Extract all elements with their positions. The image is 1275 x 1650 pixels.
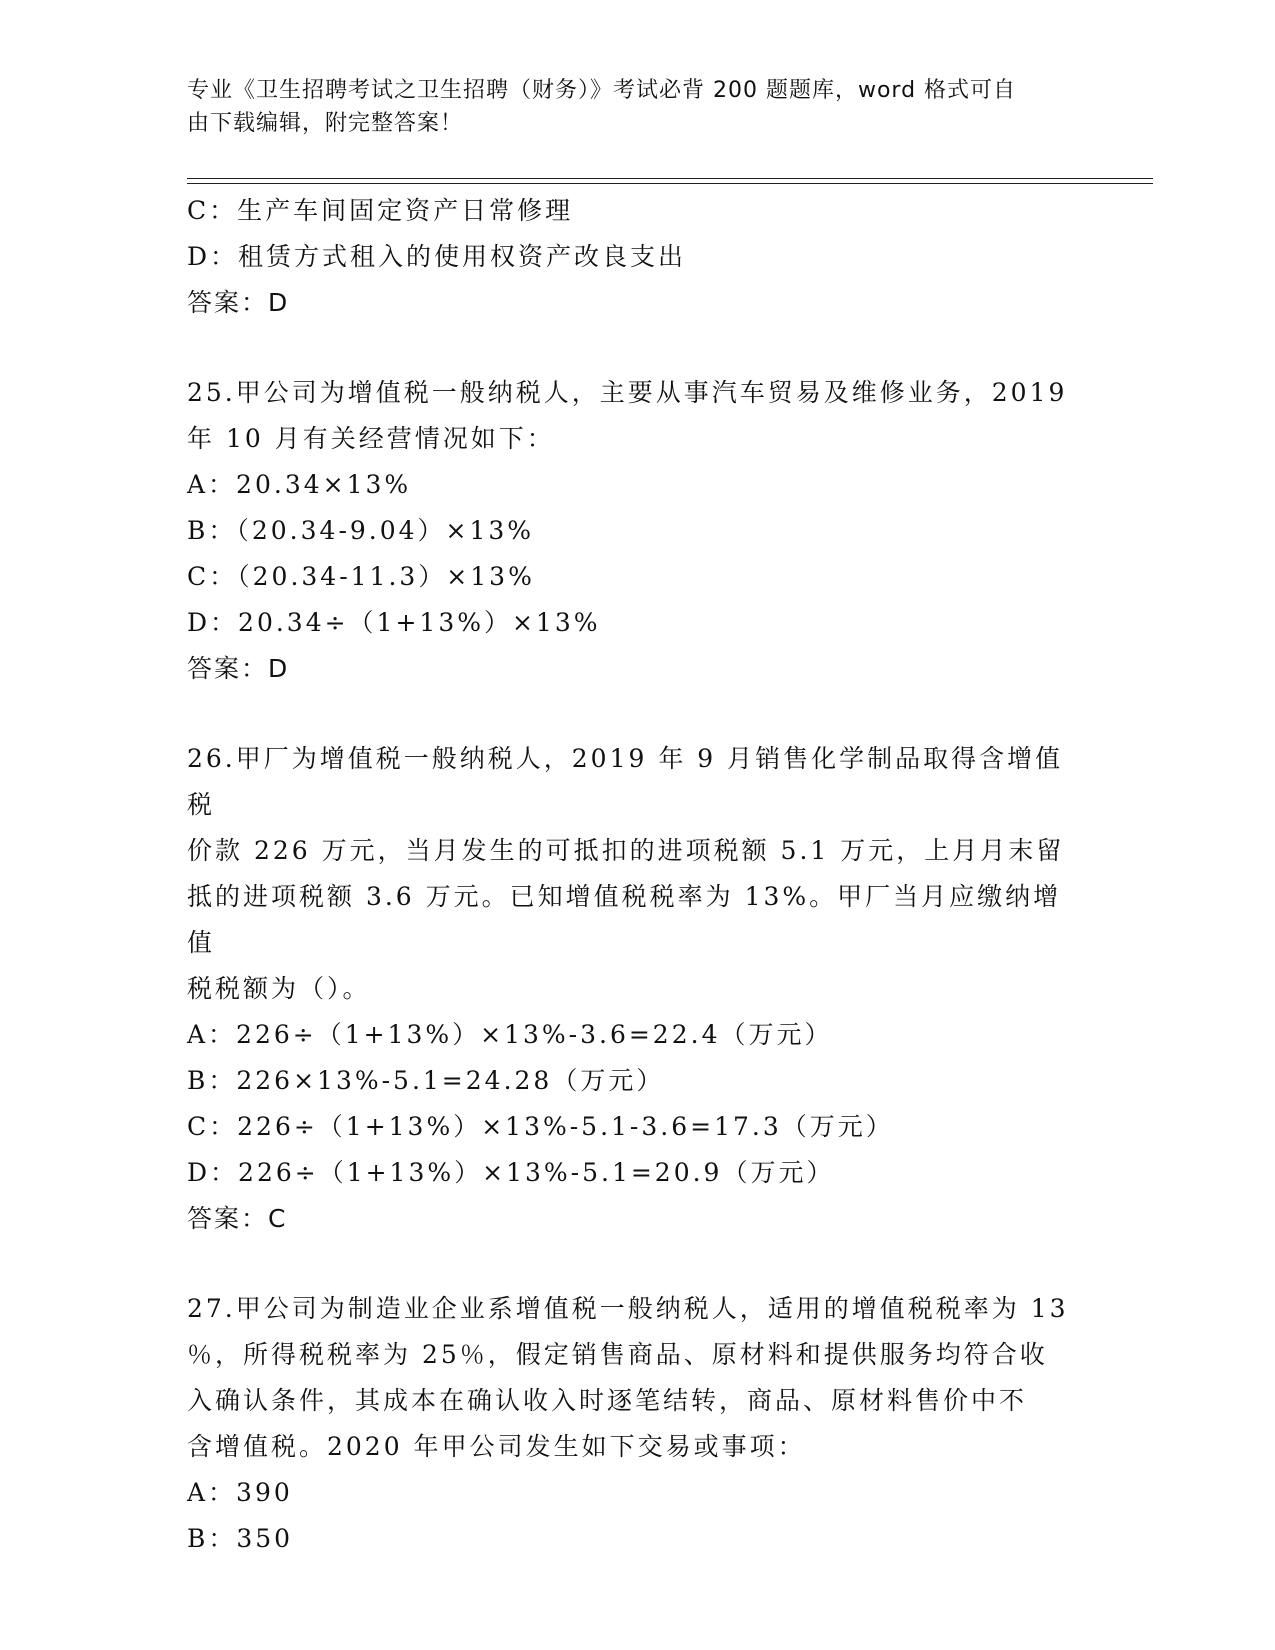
header-line-2: 由下载编辑，附完整答案！ xyxy=(187,111,464,136)
option-b: B：350 xyxy=(187,1524,294,1553)
header-rule-top xyxy=(187,178,1153,179)
option-c: C：226÷（1+13%）×13%-5.1-3.6=17.3（万元） xyxy=(187,1112,894,1141)
option-a: A：20.34×13% xyxy=(187,470,412,499)
question-24-continuation xyxy=(187,188,1087,326)
question-27 xyxy=(187,1286,1087,1562)
question-stem-line: ％，所得税税率为 25％，假定销售商品、原材料和提供服务均符合收 xyxy=(187,1340,1048,1369)
question-stem-line: 27.甲公司为制造业企业系增值税一般纳税人，适用的增值税税率为 13 xyxy=(187,1294,1069,1323)
question-stem-line: 年 10 月有关经营情况如下： xyxy=(187,424,555,453)
question-content xyxy=(187,188,1087,1562)
spacer xyxy=(187,326,1087,370)
option-a: A：390 xyxy=(187,1478,293,1507)
option-b: B：226×13%-5.1=24.28（万元） xyxy=(187,1066,665,1095)
question-26 xyxy=(187,736,1087,1242)
question-25 xyxy=(187,370,1087,692)
spacer xyxy=(187,1242,1087,1286)
question-stem-line: 税税额为（）。 xyxy=(187,974,371,1003)
option-c: C：生产车间固定资产日常修理 xyxy=(187,196,574,225)
header-rule-bottom xyxy=(187,183,1153,184)
answer-line: 答案：C xyxy=(187,1204,288,1233)
answer-line: 答案：D xyxy=(187,288,290,317)
answer-line: 答案：D xyxy=(187,654,290,683)
page-header xyxy=(187,74,1067,140)
header-line-1: 专业《卫生招聘考试之卫生招聘（财务）》考试必背 200 题题库，word 格式可自 xyxy=(187,78,1017,103)
option-b: B：（20.34-9.04）×13% xyxy=(187,516,535,545)
option-d: D：226÷（1+13%）×13%-5.1=20.9（万元） xyxy=(187,1158,835,1187)
spacer xyxy=(187,692,1087,736)
question-stem-line: 25.甲公司为增值税一般纳税人，主要从事汽车贸易及维修业务，2019 xyxy=(187,378,1068,407)
question-stem-line: 26.甲厂为增值税一般纳税人，2019 年 9 月销售化学制品取得含增值税 xyxy=(187,744,1064,819)
question-stem-line: 价款 226 万元，当月发生的可抵扣的进项税额 5.1 万元，上月月末留 xyxy=(187,836,1065,865)
option-c: C：（20.34-11.3）×13% xyxy=(187,562,535,591)
option-a: A：226÷（1+13%）×13%-3.6=22.4（万元） xyxy=(187,1020,833,1049)
option-d: D：20.34÷（1+13%）×13% xyxy=(187,608,601,637)
question-stem-line: 含增值税。2020 年甲公司发生如下交易或事项： xyxy=(187,1432,806,1461)
option-d: D：租赁方式租入的使用权资产改良支出 xyxy=(187,242,687,271)
question-stem-line: 入确认条件，其成本在确认收入时逐笔结转，商品、原材料售价中不 xyxy=(187,1386,1028,1415)
question-stem-line: 抵的进项税额 3.6 万元。已知增值税税率为 13%。甲厂当月应缴纳增值 xyxy=(187,882,1062,957)
